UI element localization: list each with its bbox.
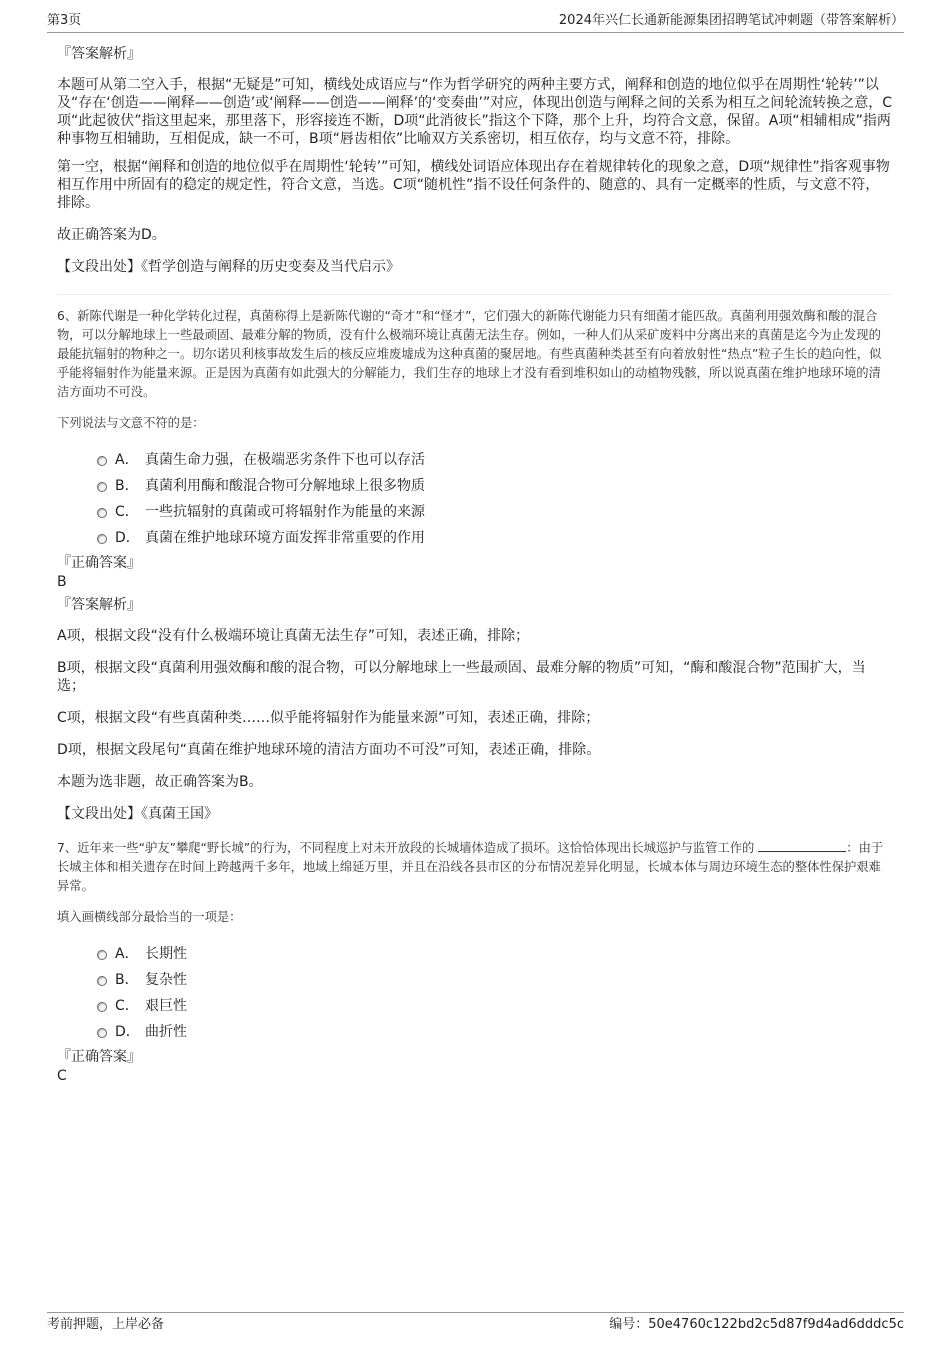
main-content xyxy=(57,44,892,1085)
option-text: 一些抗辐射的真菌或可将辐射作为能量的来源 xyxy=(145,504,425,520)
option-text: 真菌在维护地球环境方面发挥非常重要的作用 xyxy=(145,530,425,546)
q6-analysis-a: A项，根据文段“没有什么极端环境让真菌无法生存”可知，表述正确，排除； xyxy=(57,628,530,644)
q7-section xyxy=(57,839,892,1085)
q7-passage-part-a: 7、近年来一些“驴友”攀爬“野长城”的行为，不同程度上对未开放段的长城墙体造成了损坏。这恰恰体现出长城巡护与监管工作的 xyxy=(57,841,755,855)
option-letter: D． xyxy=(115,530,140,546)
q7-passage-part-b: ：由于长城主体和相关遗存在时间上跨越两千多年，地域上绵延万里，并且在沿线各县市区的分布情况差异化明显，长城本体与周边环境生态的整体性保护艰难异常。 xyxy=(57,841,884,893)
q7-passage xyxy=(57,839,892,896)
q6-option-c[interactable] xyxy=(57,499,892,525)
q6-option-d[interactable] xyxy=(57,525,892,551)
option-letter: A． xyxy=(115,946,139,962)
q7-correct-label: 『正确答案』 xyxy=(57,1049,141,1065)
radio-icon[interactable] xyxy=(97,976,107,986)
q7-options xyxy=(57,941,892,1045)
q6-analysis-c: C项，根据文段“有些真菌种类……似乎能将辐射作为能量来源”可知，表述正确，排除； xyxy=(57,710,600,726)
q6-correct-label: 『正确答案』 xyxy=(57,555,141,571)
q6-correct-answer: B xyxy=(57,574,67,590)
q6-analysis-d: D项，根据文段尾句“真菌在维护地球环境的清洁方面功不可没”可知，表述正确，排除。 xyxy=(57,742,601,758)
q5-analysis-label: 『答案解析』 xyxy=(57,46,141,62)
q7-option-c[interactable] xyxy=(57,993,892,1019)
page-footer xyxy=(47,1312,904,1335)
document-title: 2024年兴仁长通新能源集团招聘笔试冲刺题（带答案解析） xyxy=(558,13,904,28)
q7-prompt: 填入画横线部分最恰当的一项是： xyxy=(57,910,242,924)
option-letter: A． xyxy=(115,452,139,468)
q6-options xyxy=(57,447,892,551)
option-text: 艰巨性 xyxy=(145,998,187,1014)
q6-option-b[interactable] xyxy=(57,473,892,499)
option-text: 复杂性 xyxy=(145,972,187,988)
q7-correct-answer: C xyxy=(57,1068,67,1084)
radio-icon[interactable] xyxy=(97,1002,107,1012)
q5-analysis-paragraph-2: 第一空，根据“阐释和创造的地位似乎在周期性‘轮转’”可知，横线处词语应体现出存在着规律转化的现象之意，D项“规律性”指客观事物相互作用中所固有的稳定的规定性，符合文意，当选。C项“随机性”指不设任何条件的、随意的、具有一定概率的性质，与文意不符，排除。 xyxy=(57,159,890,211)
q6-passage: 6、新陈代谢是一种化学转化过程，真菌称得上是新陈代谢的“奇才”和“怪才”，它们强大的新陈代谢能力只有细菌才能匹敌。真菌利用强效酶和酸的混合物，可以分解地球上一些最顽固、最难分解的物质，没有什么极端环境让真菌无法生存。例如，一种人们从采矿废料中分离出来的真菌是迄今为止发现的最能抗辐射的物种之一。切尔诺贝利核事故发生后的核反应堆废墟成为这种真菌的聚居地。有些真菌种类甚至有向着放射性“热点”粒子生长的趋向性，似乎能将辐射作为能量来源。正是因为真菌有如此强大的分解能力，我们生存的地球上才没有看到堆积如山的动植物残骸，所以说真菌在维护地球环境的清洁方面功不可没。 xyxy=(57,309,882,399)
q6-section xyxy=(57,294,892,823)
q5-analysis-paragraph-1: 本题可从第二空入手，根据“无疑是”可知，横线处成语应与“作为哲学研究的两种主要方式，阐释和创造的地位似乎在周期性‘轮转’”以及“存在‘创造——阐释——创造’或‘阐释——创造——阐释’的‘变奏曲’”对应，体现出创造与阐释之间的关系为相互之间轮流转换之意，C项“此起彼伏”指这里起来，那里落下，形容接连不断，D项“此消彼长”指这个下降，那个上升，均符合文意，保留。A项“相辅相成”指两种事物互相辅助，互相促成，缺一不可，B项“唇齿相依”比喻双方关系密切，相互依存，均与文意不符，排除。 xyxy=(57,77,892,147)
q7-option-a[interactable] xyxy=(57,941,892,967)
footer-code-value: 50e4760c122bd2c5d87f9d4ad6dddc5c xyxy=(648,1317,904,1332)
option-text: 真菌利用酶和酸混合物可分解地球上很多物质 xyxy=(145,478,425,494)
q6-analysis-label: 『答案解析』 xyxy=(57,597,141,613)
q7-option-b[interactable] xyxy=(57,967,892,993)
radio-icon[interactable] xyxy=(97,508,107,518)
q6-answer-sentence: 本题为选非题，故正确答案为B。 xyxy=(57,774,263,790)
radio-icon[interactable] xyxy=(97,1028,107,1038)
option-letter: C． xyxy=(115,504,139,520)
radio-icon[interactable] xyxy=(97,950,107,960)
footer-code-label: 编号： xyxy=(609,1317,649,1332)
q6-analysis-b: B项，根据文段“真菌利用强效酶和酸的混合物，可以分解地球上一些最顽固、最难分解的物质”可知，“酶和酸混合物”范围扩大，当选； xyxy=(57,660,866,694)
q7-option-d[interactable] xyxy=(57,1019,892,1045)
q6-option-a[interactable] xyxy=(57,447,892,473)
radio-icon[interactable] xyxy=(97,482,107,492)
option-letter: D． xyxy=(115,1024,140,1040)
radio-icon[interactable] xyxy=(97,456,107,466)
option-text: 长期性 xyxy=(145,946,187,962)
option-text: 曲折性 xyxy=(145,1024,187,1040)
q5-source: 【文段出处】《哲学创造与阐释的历史变奏及当代启示》 xyxy=(57,259,400,275)
footer-code xyxy=(609,1316,904,1334)
option-letter: B． xyxy=(115,478,139,494)
q6-prompt: 下列说法与文意不符的是： xyxy=(57,416,205,430)
option-text: 真菌生命力强，在极端恶劣条件下也可以存活 xyxy=(145,452,425,468)
page-number: 第3页 xyxy=(47,13,82,28)
radio-icon[interactable] xyxy=(97,534,107,544)
q5-section xyxy=(57,44,892,276)
q5-answer-sentence: 故正确答案为D。 xyxy=(57,227,166,243)
option-letter: B． xyxy=(115,972,139,988)
option-letter: C． xyxy=(115,998,139,1014)
fill-blank xyxy=(758,839,846,852)
page-header xyxy=(47,12,904,33)
q6-source: 【文段出处】《真菌王国》 xyxy=(57,806,218,822)
footer-slogan: 考前押题，上岸必备 xyxy=(47,1317,165,1332)
